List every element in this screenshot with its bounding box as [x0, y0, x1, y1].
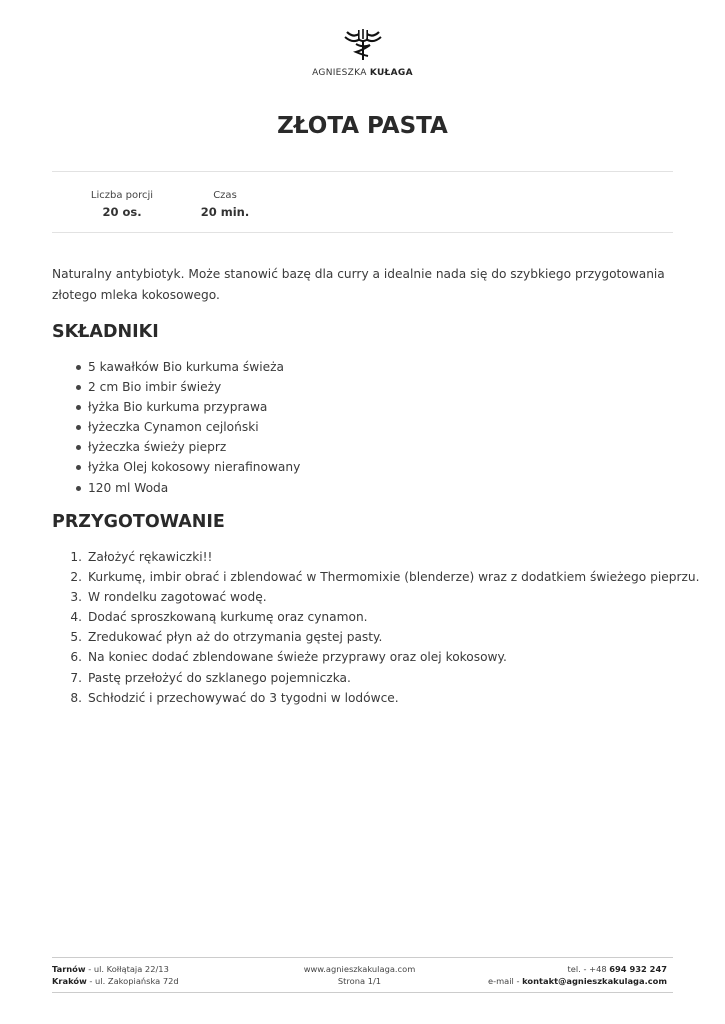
footer-bottom-divider [52, 992, 673, 993]
ingredients-heading: SKŁADNIKI [52, 322, 159, 342]
step-number: 5. [70, 630, 82, 645]
email-link[interactable]: kontakt@agnieszkakulaga.com [522, 976, 667, 986]
divider [52, 232, 673, 233]
time-cell [192, 190, 258, 219]
step-item [52, 567, 699, 587]
preparation-heading: PRZYGOTOWANIE [52, 512, 225, 532]
step-number: 6. [70, 650, 82, 665]
step-item [52, 627, 699, 647]
ingredient-item [52, 397, 300, 417]
time-value: 20 min. [200, 205, 250, 219]
ingredient-text: łyżeczka Cynamon cejloński [88, 420, 259, 435]
footer-contact [488, 963, 667, 987]
divider [52, 171, 673, 172]
recipe-meta [52, 190, 258, 219]
preparation-steps [52, 547, 699, 708]
ingredients-list [52, 357, 300, 498]
city-name: Kraków [52, 976, 87, 986]
phone-line [488, 963, 667, 975]
phone-label: tel. - +48 [567, 964, 610, 974]
ingredient-text: łyżka Bio kurkuma przyprawa [88, 400, 268, 415]
ingredient-text: 2 cm Bio imbir świeży [88, 380, 222, 395]
brand-logo [0, 28, 725, 78]
brand-first-name: AGNIESZKA [312, 68, 367, 78]
brand-last-name: KUŁAGA [369, 68, 413, 78]
step-item [52, 668, 699, 688]
step-number: 4. [70, 610, 82, 625]
ingredient-item [52, 478, 300, 498]
page-number: Strona 1/1 [337, 976, 382, 986]
address-text: - ul. Zakopiańska 72d [86, 976, 179, 986]
city-name: Tarnów [52, 964, 86, 974]
address-text: - ul. Kołłątaja 22/13 [85, 964, 169, 974]
ingredient-text: 120 ml Woda [88, 480, 169, 495]
step-item [52, 647, 699, 667]
step-text: Kurkumę, imbir obrać i zblendować w Thermomixie (blenderze) wraz z dodatkiem świeżego pieprzu. [88, 570, 700, 585]
step-number: 7. [70, 670, 82, 685]
step-item [52, 587, 699, 607]
ingredient-item [52, 417, 300, 437]
step-text: Pastę przełożyć do szklanego pojemniczka. [88, 670, 351, 685]
brand-name [0, 68, 725, 78]
caduceus-fork-icon [343, 28, 383, 62]
phone-value[interactable]: 694 932 247 [609, 964, 667, 974]
ingredient-text: 5 kawałków Bio kurkuma świeża [88, 360, 284, 374]
recipe-title: ZŁOTA PASTA [277, 113, 448, 139]
ingredient-item [52, 357, 300, 377]
step-number: 2. [70, 570, 82, 585]
servings-label: Liczba porcji [90, 190, 154, 201]
step-text: Schłodzić i przechowywać do 3 tygodni w lodówce. [88, 690, 399, 705]
recipe-intro: Naturalny antybiotyk. Może stanowić bazę dla curry a idealnie nada się do szybkiego przygotowania złotego mleka kokosowego. [52, 267, 665, 302]
ingredient-item [52, 377, 300, 397]
email-line [488, 975, 667, 987]
step-text: Dodać sproszkowaną kurkumę oraz cynamon. [88, 610, 368, 625]
time-label: Czas [213, 190, 237, 201]
step-item [52, 688, 699, 708]
step-text: Na koniec dodać zblendowane świeże przyprawy oraz olej kokosowy. [88, 650, 507, 665]
step-number: 3. [70, 590, 82, 605]
servings-cell [52, 190, 192, 219]
email-label: e-mail - [487, 976, 523, 986]
ingredient-item [52, 437, 300, 457]
website-link[interactable]: www.agnieszkakulaga.com [303, 964, 416, 974]
servings-value: 20 os. [102, 205, 142, 219]
step-text: W rondelku zagotować wodę. [88, 590, 267, 605]
ingredient-text: łyżka Olej kokosowy nierafinowany [88, 460, 301, 475]
step-number: 1. [70, 550, 82, 564]
step-item [52, 607, 699, 627]
step-number: 8. [70, 690, 82, 705]
step-text: Zredukować płyn aż do otrzymania gęstej pasty. [88, 630, 383, 645]
ingredient-item [52, 457, 300, 477]
step-text: Założyć rękawiczki!! [88, 550, 213, 564]
step-item [52, 547, 699, 567]
ingredient-text: łyżeczka świeży pieprz [88, 440, 227, 455]
footer-divider [52, 957, 673, 958]
